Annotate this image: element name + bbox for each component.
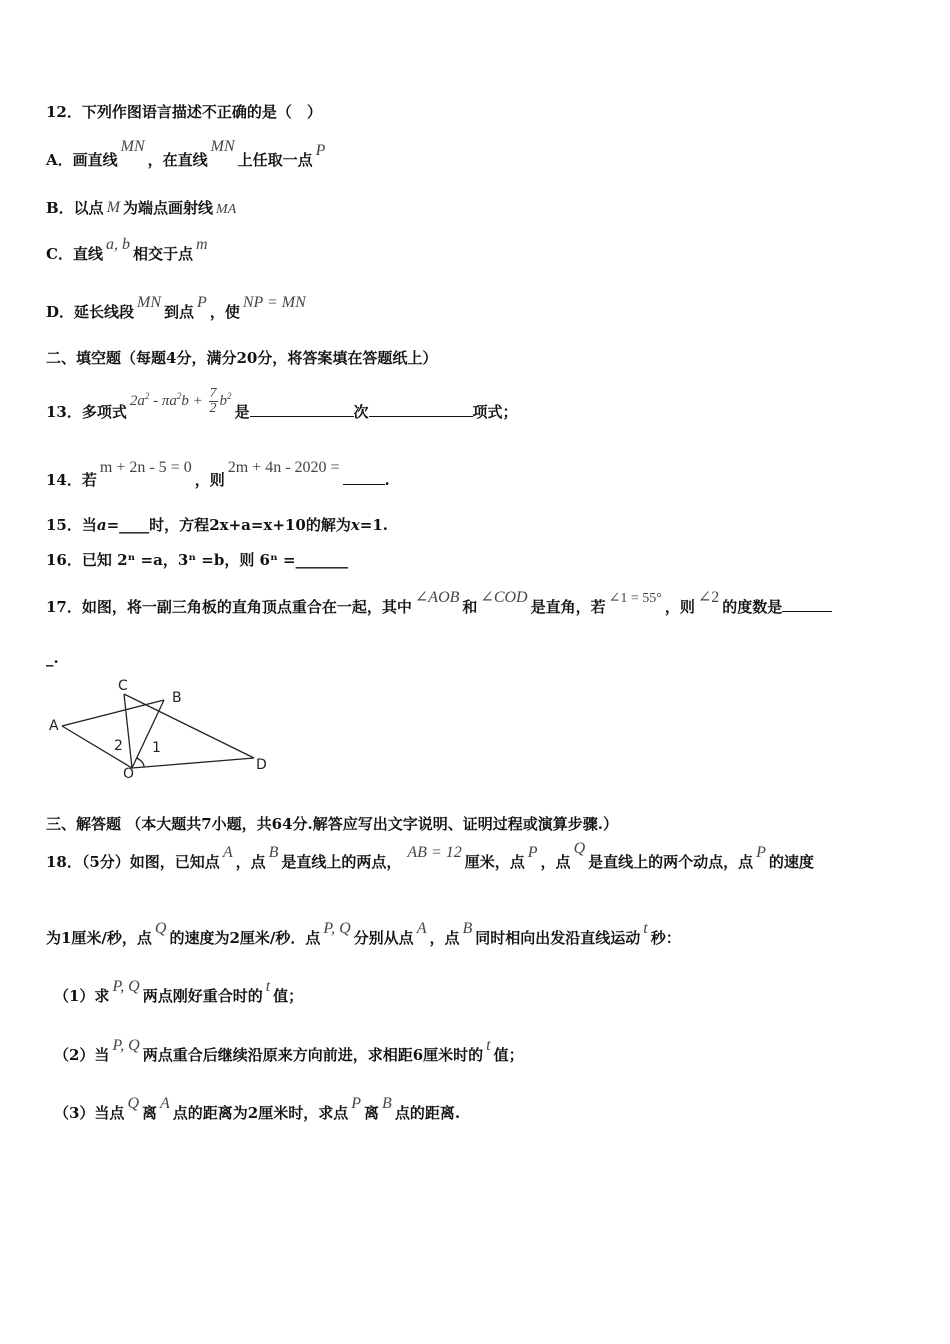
text: 是直角，若: [530, 598, 606, 616]
polynomial: $2a^2 - \pi a^2b$ + $\frac{7}{2}$ $b^2$: [129, 386, 232, 417]
line-od: [132, 758, 254, 768]
q17-tail: _.: [46, 649, 59, 667]
var: a: [96, 516, 107, 534]
text: 分别从点: [353, 929, 414, 947]
text: 次: [353, 403, 369, 421]
text: =1.: [359, 516, 389, 534]
math: B: [462, 920, 473, 937]
text: 点的距离为2厘米时，求点: [172, 1104, 349, 1122]
equation: 2x+a=x+10: [209, 516, 306, 534]
text: 项式；: [472, 403, 518, 421]
math: Q: [154, 920, 167, 937]
text: 厘米，点: [464, 853, 525, 871]
text: ，在直线: [147, 151, 208, 169]
text: 的速度为2厘米/秒．点: [169, 929, 321, 947]
math: MA: [216, 202, 237, 217]
q18-sub-1: [54, 978, 910, 1007]
math: P, Q: [112, 978, 140, 995]
text: 离: [364, 1104, 380, 1122]
text: 的速度: [768, 853, 814, 871]
q12-option-b[interactable]: [46, 198, 910, 220]
text: .: [384, 471, 390, 489]
q18-sub-3: [54, 1095, 910, 1124]
text: 离: [142, 1104, 158, 1122]
equation: m + 2n - 5 = 0: [99, 459, 192, 476]
answer-blank[interactable]: [343, 470, 385, 485]
math: P, Q: [323, 920, 351, 937]
triangle-figure: [44, 678, 274, 778]
q18-sub-2: [54, 1037, 910, 1066]
text: 是直线上的两个动点，点: [588, 853, 754, 871]
term: - πa: [149, 393, 177, 409]
label-a: A: [49, 718, 59, 734]
q15: [46, 515, 910, 535]
math: ∠1 = 55°: [608, 591, 662, 606]
expression: 2m + 4n - 2020 =: [227, 459, 340, 476]
q14: [46, 459, 910, 491]
var: x: [350, 516, 360, 534]
fraction: [209, 387, 218, 416]
q13: [46, 386, 910, 428]
math: P: [197, 294, 207, 311]
math: a, b: [105, 236, 130, 253]
text: 到点: [164, 303, 195, 321]
text: 和: [462, 598, 478, 616]
math: P: [527, 844, 538, 861]
text: =____时，方程: [106, 516, 210, 534]
text: 相交于点: [132, 245, 193, 263]
q18-line-2: [46, 920, 910, 949]
term: b +: [181, 393, 207, 409]
label-angle-2: 2: [114, 738, 123, 754]
math: P: [315, 142, 326, 159]
text: D．延长线段: [46, 303, 135, 321]
text: 同时相向出发沿直线运动: [475, 929, 641, 947]
math: MN: [210, 138, 235, 155]
q12-title: 12．下列作图语言描述不正确的是（ ）: [46, 103, 322, 121]
q12-option-d[interactable]: [46, 294, 910, 323]
text: 为端点画射线: [123, 199, 214, 217]
angle-1-arc: [137, 758, 144, 767]
q12-option-a[interactable]: [46, 138, 910, 171]
line-ob: [132, 700, 164, 768]
line-cd: [124, 694, 254, 758]
math: M: [106, 199, 121, 216]
q18-line-1: [46, 840, 910, 873]
math: A: [416, 920, 427, 937]
answer-blank[interactable]: [782, 597, 832, 612]
term: b: [219, 393, 228, 409]
text: B．以点: [46, 199, 104, 217]
math: A: [160, 1095, 170, 1112]
text: 17．如图，将一副三角板的直角顶点重合在一起，其中: [46, 598, 412, 616]
text: 两点重合后继续沿原来方向前进，求相距6厘米时的: [142, 1046, 484, 1064]
text: 18．（5分）如图，已知点: [46, 853, 220, 871]
line-oc: [124, 694, 132, 768]
text: ，点: [429, 929, 460, 947]
math: P: [351, 1095, 362, 1112]
text: 的度数是: [722, 598, 783, 616]
text: ，点: [540, 853, 571, 871]
denominator: 2: [209, 401, 217, 417]
text: 15．当: [46, 516, 97, 534]
math: P, Q: [112, 1037, 140, 1054]
math: Q: [127, 1095, 139, 1112]
q17: [46, 589, 910, 619]
text: A．画直线: [46, 151, 118, 169]
text: 的解为: [305, 516, 351, 534]
math: m: [195, 236, 208, 253]
text: （3）当点: [54, 1104, 125, 1122]
text: 为1厘米/秒，点: [46, 929, 152, 947]
q12-option-c[interactable]: [46, 236, 910, 265]
text: 13．多项式: [46, 403, 127, 421]
q16: 16．已知 2ⁿ =a，3ⁿ =b，则 6ⁿ =_______: [46, 551, 349, 569]
section-2-heading: 二、填空题（每题4分，满分20分，将答案填在答题纸上）: [46, 349, 438, 367]
text: ，使: [209, 303, 240, 321]
math: MN: [120, 138, 145, 155]
text: 秒：: [650, 929, 681, 947]
math: t: [643, 920, 648, 937]
section-3-heading: 三、解答题 （本大题共7小题，共64分.解答应写出文字说明、证明过程或演算步骤.）: [46, 815, 618, 833]
label-angle-1: 1: [152, 740, 161, 756]
text: 14．若: [46, 471, 97, 489]
math: P: [756, 844, 766, 861]
text: （1）求: [54, 987, 110, 1005]
answer-blank[interactable]: [369, 402, 473, 417]
math: B: [268, 844, 279, 861]
math: B: [382, 1095, 392, 1112]
label-b: B: [172, 690, 182, 706]
math: Q: [573, 840, 586, 857]
math: t: [486, 1037, 491, 1054]
label-c: C: [118, 678, 128, 694]
label-o: O: [123, 766, 135, 778]
text: 值；: [493, 1046, 524, 1064]
math: NP = MN: [242, 294, 306, 311]
answer-blank[interactable]: [250, 402, 354, 417]
term: 2a: [129, 393, 145, 409]
text: 两点刚好重合时的: [142, 987, 263, 1005]
numerator: 7: [209, 386, 217, 402]
text: （2）当: [54, 1046, 110, 1064]
math: ∠COD: [480, 589, 528, 606]
math: MN: [137, 294, 162, 311]
math: A: [222, 844, 233, 861]
text: 值；: [273, 987, 304, 1005]
text: 上任取一点: [237, 151, 313, 169]
line-ab: [62, 700, 164, 726]
text: 是: [234, 403, 250, 421]
text: C．直线: [46, 245, 103, 263]
label-d: D: [256, 757, 267, 773]
text: 是直线上的两点，: [281, 853, 402, 871]
text: ，点: [235, 853, 266, 871]
text: ，则: [664, 598, 695, 616]
math: AB = 12: [407, 844, 462, 861]
text: 点的距离.: [394, 1104, 461, 1122]
math: ∠AOB: [414, 589, 460, 606]
text: ，则: [194, 471, 225, 489]
math: ∠2: [697, 589, 720, 606]
math: t: [265, 978, 271, 995]
